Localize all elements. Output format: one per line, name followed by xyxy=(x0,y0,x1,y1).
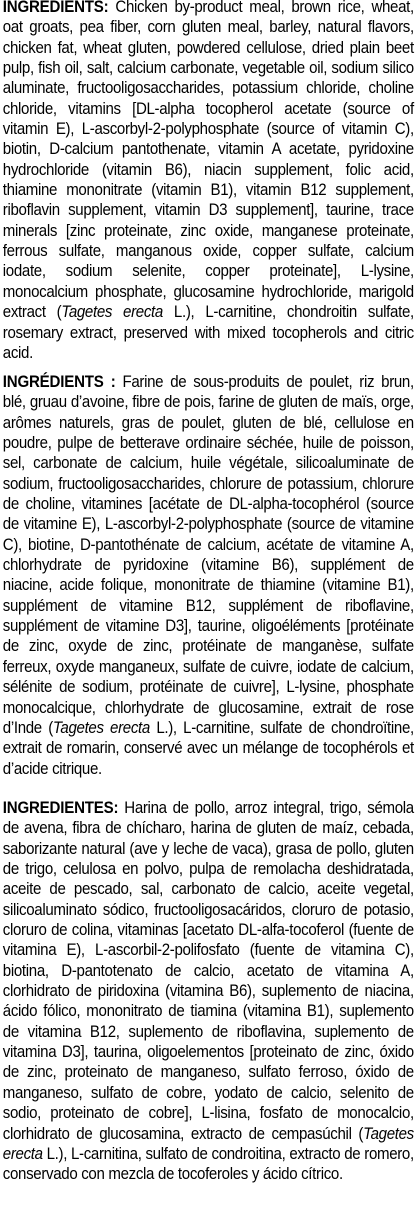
ingredients-section-english xyxy=(3,0,414,363)
ingredients-heading-spanish: INGREDIENTES: xyxy=(2,799,119,817)
ingredients-heading-english: INGREDIENTS: xyxy=(2,0,109,16)
ingredients-list-french: Farine de sous-produits de poulet, riz brun, blé, gruau d’avoine, fibre de pois, farine de gluten de maïs, orge, arômes naturels, gras de poulet, gluten de blé, cellulose en poudre, pulpe de betterave ordinaire séchée, huile de poisson, sel, carbonate de calcium, huile végétale, silicoaluminate de sodium, fructooligosaccharides, chlorure de potassium, chlorure de choline, vitamines [acétate de DL-alpha-tocophérol (source de vitamine E), L-ascorbyl-2-polyphosphate (source de vitamine C), biotine, D-pantothénate de calcium, acétate de vitamine A, chlorhydrate de pyridoxine (vitamine B6), supplément de niacine, acide folique, mononitrate de thiamine (vitamine B1), supplément de vitamine B12, supplément de riboflavine, supplément de vitamine D3], taurine, oligoéléments [protéinate de zinc, oxyde de zinc, protéinate de manganèse, sulfate ferreux, oxyde manganeux, sulfate de cuivre, iodate de calcium, sélénite de sodium, protéinate de cuivre], L-lysine, phosphate monocalcique, chlorhydrate de glucosamine, extrait de rose d’Inde ( xyxy=(2,373,414,737)
species-name-spanish: Tagetes erecta xyxy=(2,1124,414,1163)
ingredients-list-spanish-end: L.), L-carnitina, sulfato de condroitina, extracto de romero, conservado con mezcla de tocoferoles y ácido cítrico. xyxy=(2,1144,414,1184)
ingredients-section-spanish xyxy=(3,798,414,1185)
ingredients-list-english-end: L.), L-carnitine, chondroitin sulfate, rosemary extract, preserved with mixed tocopherols and citric acid. xyxy=(2,303,414,362)
species-name-french: Tagetes erecta xyxy=(52,718,150,737)
species-name-english: Tagetes erecta xyxy=(61,303,163,322)
ingredients-list-spanish: Harina de pollo, arroz integral, trigo, sémola de avena, fibra de chícharo, harina de gluten de maíz, cebada, saborizante natural (ave y leche de vaca), grasa de pollo, gluten de trigo, celulosa en polvo, pulpa de remolacha deshidratada, aceite de pescado, sal, carbonato de calcio, aceite vegetal, silicoaluminato sódico, fructooligosacáridos, cloruro de potasio, cloruro de colina, vitaminas [acetato DL-alfa-tocoferol (fuente de vitamina E), L-ascorbil-2-polifosfato (fuente de vitamina C), biotina, D-pantotenato de calcio, acetato de vitamina A, clorhidrato de piridoxina (vitamina B6), suplemento de niacina, ácido fólico, mononitrato de tiamina (vitamina B1), suplemento de vitamina B12, suplemento de riboflavina, suplemento de vitamina D3], taurina, oligoelementos [proteinato de zinc, óxido de zinc, proteinato de manganeso, sulfato ferroso, óxido de manganeso, sulfato de cobre, yodato de calcio, selenito de sodio, proteinato de cobre], L-lisina, fosfato de monocalcio, clorhidrato de glucosamina, extracto de cempasúchil ( xyxy=(2,799,414,1143)
ingredients-list-french-end: L.), L-carnitine, sulfate de chondroïtine, extrait de romarin, conservé avec un mélange de tocophérols et d’acide citrique. xyxy=(2,718,414,778)
ingredients-section-french xyxy=(3,372,414,779)
ingredients-list-english: Chicken by-product meal, brown rice, wheat, oat groats, pea fiber, corn gluten meal, barley, natural flavors, chicken fat, wheat gluten, powdered cellulose, dried plain beet pulp, fish oil, salt, calcium carbonate, vegetable oil, sodium silico aluminate, fructooligosaccharides, potassium chloride, choline chloride, vitamins [DL-alpha tocopherol acetate (source of vitamin E), L-ascorbyl-2-polyphosphate (source of vitamin C), biotin, D-calcium pantothenate, vitamin A acetate, pyridoxine hydrochloride (vitamin B6), niacin supplement, folic acid, thiamine mononitrate (vitamin B1), vitamin B12 supplement, riboflavin supplement, vitamin D3 supplement], taurine, trace minerals [zinc proteinate, zinc oxide, manganese proteinate, ferrous sulfate, manganous oxide, copper sulfate, calcium iodate, sodium selenite, copper proteinate], L-lysine, monocalcium phosphate, glucosamine hydrochloride, marigold extract ( xyxy=(2,0,414,322)
ingredients-heading-french: INGRÉDIENTS : xyxy=(2,373,116,391)
